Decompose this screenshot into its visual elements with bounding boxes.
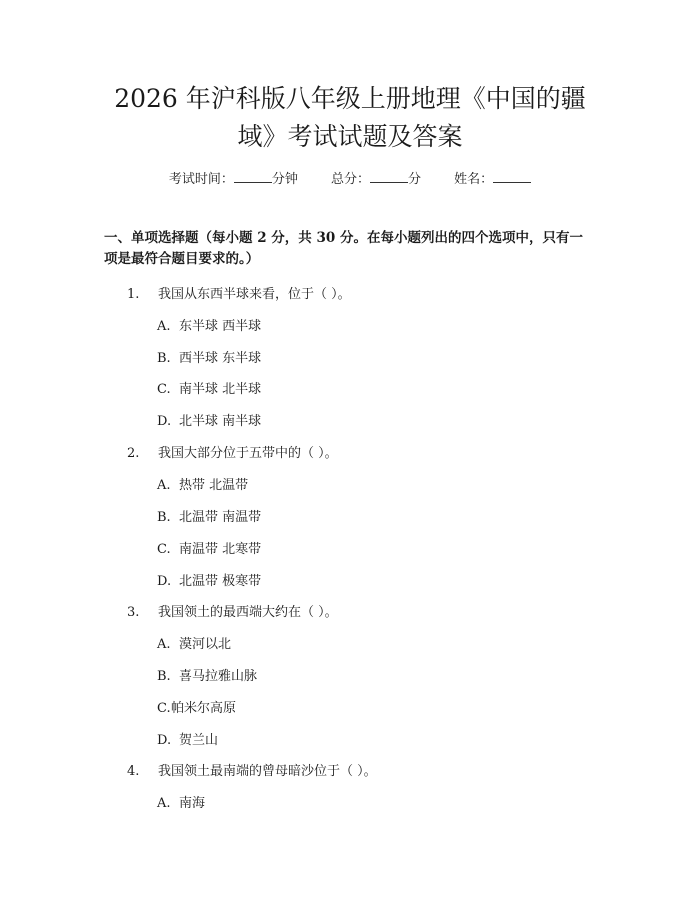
score-unit: 分 xyxy=(408,172,422,187)
option-text: 北温带 极寒带 xyxy=(179,574,262,589)
question-text: 我国领土的最西端大约在（ ）。 xyxy=(158,605,338,620)
option-2a xyxy=(157,474,248,493)
option-letter: D. xyxy=(157,733,172,748)
option-4a xyxy=(157,792,205,811)
option-text: 东半球 西半球 xyxy=(179,319,262,334)
option-1c xyxy=(157,378,261,397)
question-number: 3. xyxy=(127,605,140,620)
question-3 xyxy=(127,601,338,620)
time-unit: 分钟 xyxy=(271,172,298,187)
exam-title xyxy=(60,80,640,156)
question-text: 我国领土最南端的曾母暗沙位于（ ）。 xyxy=(158,764,377,779)
option-text: 北半球 南半球 xyxy=(179,414,262,429)
exam-title-line-1: 2026 年沪科版八年级上册地理《中国的疆 xyxy=(114,84,586,113)
question-number: 2. xyxy=(127,446,140,461)
option-letter: C. xyxy=(157,542,171,557)
option-letter: D. xyxy=(157,414,172,429)
option-text: 帕米尔高原 xyxy=(171,701,237,716)
option-text: 喜马拉雅山脉 xyxy=(179,669,258,684)
option-text: 南海 xyxy=(179,796,206,811)
question-text: 我国从东西半球来看，位于（ ）。 xyxy=(158,287,351,302)
question-1 xyxy=(127,283,351,302)
option-3a xyxy=(157,633,231,652)
name-label: 姓名： xyxy=(454,172,494,187)
question-number: 4. xyxy=(127,764,140,779)
option-1d xyxy=(157,410,261,429)
option-letter: C. xyxy=(157,382,171,397)
option-text: 漠河以北 xyxy=(179,637,232,652)
score-label: 总分： xyxy=(330,172,370,187)
option-letter: A. xyxy=(157,796,171,811)
option-text: 南半球 北半球 xyxy=(179,382,262,397)
option-2c xyxy=(157,538,261,557)
question-2 xyxy=(127,442,338,461)
option-text: 南温带 北寒带 xyxy=(179,542,262,557)
exam-title-line-2: 域》考试试题及答案 xyxy=(237,122,463,151)
name-blank xyxy=(493,169,531,183)
option-letter: B. xyxy=(157,351,171,366)
option-2b xyxy=(157,506,261,525)
question-text: 我国大部分位于五带中的（ ）。 xyxy=(158,446,338,461)
exam-meta-line xyxy=(0,168,700,187)
question-4 xyxy=(127,760,377,779)
option-text: 贺兰山 xyxy=(179,733,219,748)
time-blank xyxy=(234,169,272,183)
score-blank xyxy=(370,169,408,183)
option-1b xyxy=(157,347,261,366)
option-text: 热带 北温带 xyxy=(179,478,249,493)
option-2d xyxy=(157,570,261,589)
option-3d xyxy=(157,729,218,748)
option-3c xyxy=(157,697,236,716)
option-letter: B. xyxy=(157,669,171,684)
option-letter: A. xyxy=(157,637,171,652)
option-text: 西半球 东半球 xyxy=(179,351,262,366)
section-title: 一、单项选择题（每小题 2 分，共 30 分。在每小题列出的四个选项中，只有一项是最符合题目要求的。） xyxy=(104,230,583,267)
option-letter: C. xyxy=(157,701,171,716)
option-text: 北温带 南温带 xyxy=(179,510,262,525)
option-3b xyxy=(157,665,257,684)
option-letter: D. xyxy=(157,574,172,589)
time-label: 考试时间： xyxy=(168,172,234,187)
question-number: 1. xyxy=(127,287,140,302)
option-letter: A. xyxy=(157,319,171,334)
option-letter: A. xyxy=(157,478,171,493)
option-letter: B. xyxy=(157,510,171,525)
option-1a xyxy=(157,315,261,334)
